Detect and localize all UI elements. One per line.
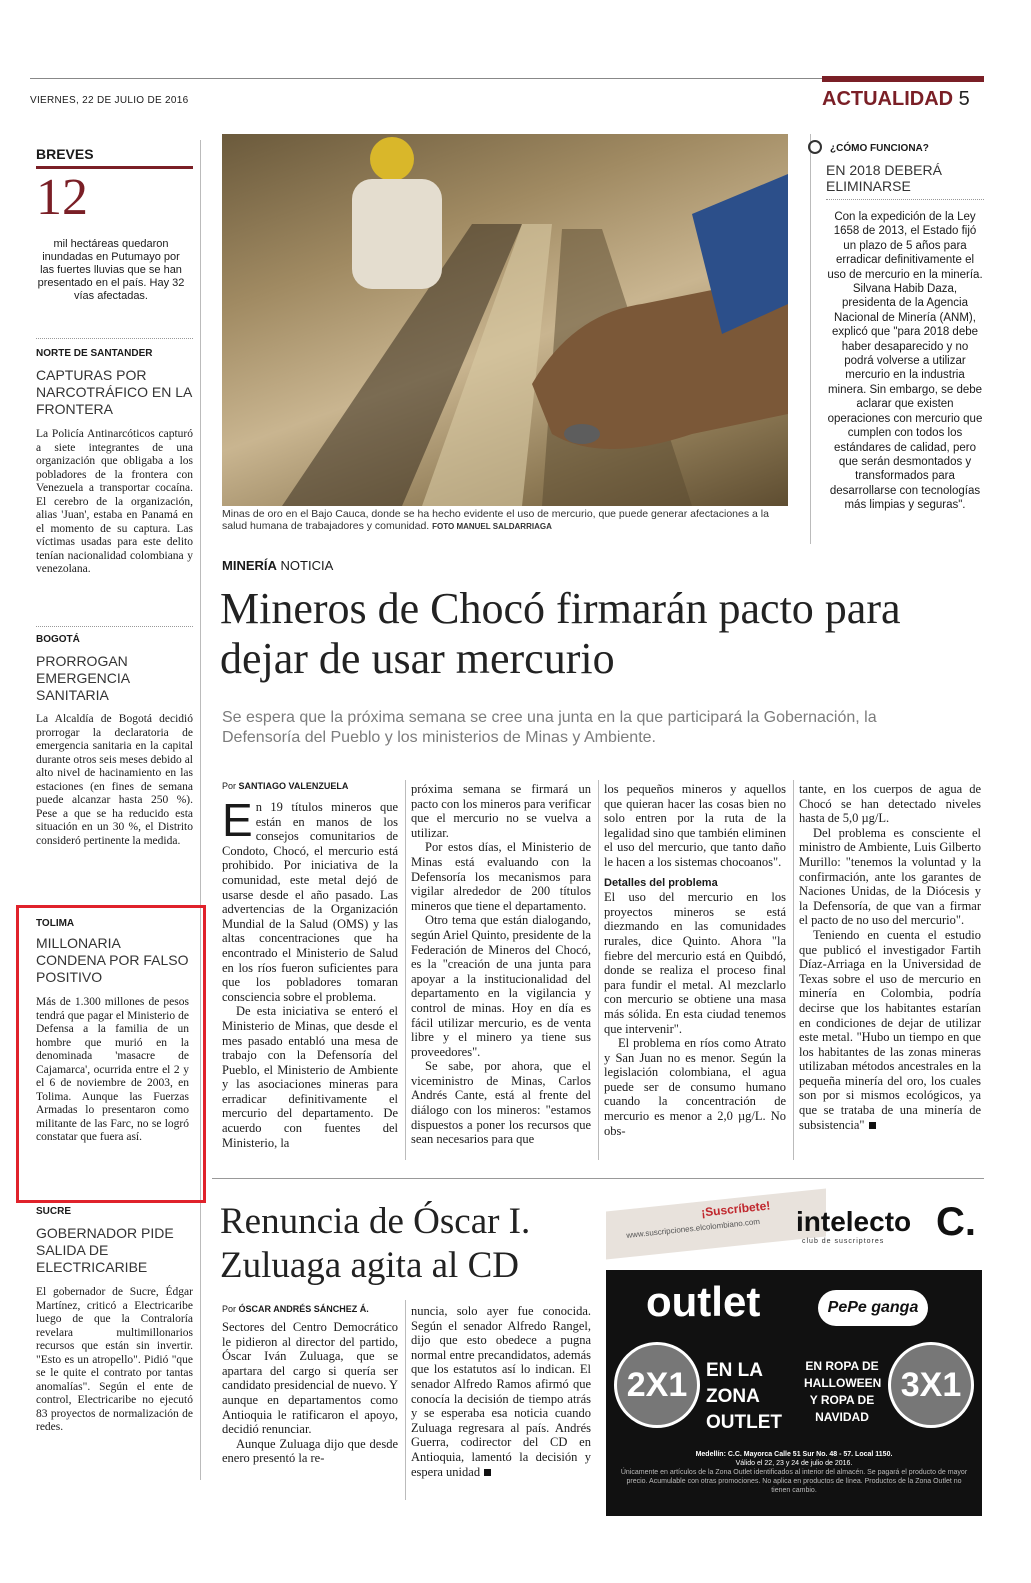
ad-address: Medellín: C.C. Mayorca Calle 51 Sur No. 48 - 57. Local 1150. <box>695 1451 893 1458</box>
article-deck: Se espera que la próxima semana se cree una junta en la que participará la Gobernación, la Defensoría del Pueblo y los ministerios de Minas y Ambiente. <box>222 709 877 746</box>
paragraph: El problema en ríos como Atrato y San Juan no es menor. Según la legislación colombiana, el agua puede ser de consumo humano cuando la concentración de mercurio es menor a 2,0 µg/L. No obs- <box>604 1036 786 1138</box>
offer-3x1-text: EN ROPA DE HALLOWEEN Y ROPA DE NAVIDAD <box>804 1359 882 1424</box>
brief-body: El gobernador de Sucre, Édgar Martínez, criticó a Electricaribe luego de que la Contraloría revelara multimillonarios recursos que están sin invertir. "Esto es un atropello". Pidió "que se le quite el contrato por tantas anomalías". Según el ente de control, Electricaribe no ejecutó 83 proyectos de normalización de redes. <box>36 1286 193 1433</box>
divider <box>826 199 984 200</box>
outlet-ad[interactable] <box>606 1270 982 1516</box>
brief-kicker: NORTE DE SANTANDER <box>36 348 153 359</box>
brief-sucre <box>36 1206 193 1435</box>
column-divider <box>810 134 811 544</box>
column-divider <box>793 780 794 1160</box>
brief-title: MILLONARIA CONDENA POR FALSO POSITIVO <box>36 935 189 985</box>
caption-text: Minas de oro en el Bajo Cauca, donde se ha hecho evidente el uso de mercurio, que puede generar afectaciones a la salud humana de trabajadores y comunidad. <box>222 508 769 532</box>
second-column-2 <box>411 1304 591 1479</box>
article-headline: Mineros de Chocó firmarán pacto para dejar de usar mercurio <box>220 584 901 683</box>
photo-illustration <box>222 134 788 506</box>
suscribete-text: ¡Suscríbete! <box>700 1198 771 1220</box>
brief-norte-santander <box>36 348 193 577</box>
photo-credit: FOTO MANUEL SALDARRIAGA <box>432 522 552 531</box>
paragraph: Se sabe, por ahora, que el viceministro de Minas, Carlos Andrés Cante, está al frente del diálogo con los mineros: "estamos dispuestos a poner los recursos que sean necesarios para que <box>411 1059 591 1147</box>
article-separator <box>212 1178 984 1179</box>
brief-kicker: TOLIMA <box>36 918 75 929</box>
end-mark <box>484 1469 491 1476</box>
article-kicker <box>222 558 333 573</box>
drop-cap: E <box>222 794 253 846</box>
paragraph: tante, en los cuerpos de agua de Chocó se han detectado niveles hasta de 5,0 µg/L. <box>799 782 981 826</box>
intelecto-subtitle: club de suscriptores <box>802 1238 885 1245</box>
paragraph: n 19 títulos mineros que están en manos de los consejos comunitarios de Condoto, Chocó, el mercurio está prohibido. Por iniciativa de la comunidad, este metal dejó de usarse desde el año pasado. Las advertencias de la Organización Mundial de la Salud (OMS) y las altas concentraciones que ha encontrado el Ministerio de Salud en los ríos fueron suficientes para que los pobladores tomaran consciencia sobre el problema. <box>222 800 398 1004</box>
ad-url[interactable]: www.suscripciones.elcolombiano.com <box>625 1217 761 1240</box>
photo-caption <box>222 508 788 533</box>
paragraph: Por estos días, el Ministerio de Minas está evaluando con la Defensoría los mecanismos para vigilar alrededor de 200 títulos mineros que tiene el departamento. <box>411 840 591 913</box>
breves-number-text: mil hectáreas quedaron inundadas en Putumayo por las fuertes lluvias que se han presentado en el país. Hay 32 vías afectadas. <box>37 238 185 302</box>
paragraph: Teniendo en cuenta el estudio que publicó el investigador Fartih Díaz-Arriaga en la Universidad de Texas sobre el uso de mercurio en minería en Colombia, podría decirse que los habitantes estarían en condiciones de dejar de utilizar este metal. "Hubo un tiempo en que los habitantes de las zonas mineras utilizaban métodos ancestrales en la pequeña minería del oro, los cuales son por si mismos ecológicos, ya que se trataba de una minería de subsistencia" <box>799 927 981 1132</box>
paragraph: Del problema es consciente el ministro de Ambiente, Luis Gilberto Murillo: "tenemos la voluntad y la confirmación, ante los garantes de Naciones Unidas, de la Diócesis y la Defensoría, de que van a firmar el pacto de no uso del mercurio". <box>799 825 981 928</box>
article-column-1 <box>222 794 398 1150</box>
column-divider <box>405 780 406 1160</box>
intelecto-logo: intelecto <box>796 1206 912 1237</box>
byline-prefix: Por <box>222 781 237 791</box>
gear-icon <box>808 140 822 154</box>
offer-2x1-text: EN LA ZONA OUTLET <box>706 1360 782 1433</box>
breves-title: BREVES <box>36 146 94 162</box>
brief-body: Más de 1.300 millones de pesos tendrá que pagar el Ministerio de Defensa a la familia de un hombre que murió en la denominada 'masacre de Cajamarca', ocurrida entre el 2 y el 6 de noviembre de 2003, en Tolima. Aunque las Fuerzas Armadas lo presentaron como militante de las Farc, no se logró constatar que fuera así. <box>36 996 189 1143</box>
column-divider <box>405 1300 406 1500</box>
offer-3x1: 3X1 <box>888 1342 974 1428</box>
outlet-title: outlet <box>646 1278 761 1325</box>
how-kicker <box>826 140 929 154</box>
brief-title: GOBERNADOR PIDE SALIDA DE ELECTRICARIBE <box>36 1225 174 1275</box>
article-column-3 <box>604 782 786 1138</box>
brief-kicker: SUCRE <box>36 1206 72 1217</box>
byline-author: ÓSCAR ANDRÉS SÁNCHEZ Á. <box>238 1304 369 1314</box>
brief-title: CAPTURAS POR NARCOTRÁFICO EN LA FRONTERA <box>36 367 192 417</box>
article-column-4 <box>799 782 981 1132</box>
c-logo-icon: C. <box>936 1200 976 1244</box>
brief-title: PRORROGAN EMERGENCIA SANITARIA <box>36 653 130 703</box>
column-divider <box>200 140 201 1480</box>
brief-tolima <box>36 918 189 1145</box>
paragraph: Otro tema que están dialogando, según Ariel Quinto, presidente de la Federación de Mineros del Chocó, es la "creación de una junta para apoyar a la institucionalidad del departamento en la vigilancia y control de minas. Hoy en día es fácil utilizar mercurio, es de venta libre y el minero ya tiene sus proveedores". <box>411 913 591 1059</box>
offer-2x1: 2X1 <box>614 1342 700 1428</box>
byline-author: SANTIAGO VALENZUELA <box>238 781 349 791</box>
how-body: Con la expedición de la Ley 1658 de 2013, el Estado fijó un plazo de 5 años para erradicar definitivamente el uso de mercurio en la minería. Silvana Habib Daza, presidenta de la Agencia Nacional de Minería (ANM), explicó que "para 2018 debe haber desaparecido y no podrá volverse a utilizar mercurio en la industria minera. Sin embargo, se debe aclarar que existen operaciones con mercurio que cumplen con todos los estándares de calidad, pero que serán desmontados y transformados para desarrollarse con tecnologías más limpias y seguras". <box>827 211 983 512</box>
article-column-2 <box>411 782 591 1147</box>
paragraph: los pequeños mineros y aquellos que quieran hacer las cosas bien no solo entren por la ruta de la legalidad sino que también eliminen el uso del mercurio, que tanto daño le hacen a los sistemas chocoanos". <box>604 782 786 869</box>
brief-kicker: BOGOTÁ <box>36 634 80 645</box>
paragraph: Aunque Zuluaga dijo que desde enero presentó la re- <box>222 1436 398 1466</box>
paragraph: El uso del mercurio en los proyectos mineros se está diezmando en las comunidades rurales, dice Quinto. Ahora "la fiebre del mercurio está en Quibdó, donde se realiza el proceso final para fundir el metal. Al mezclarlo con mercurio se obtiene una masa más sólida. En esta ciudad tenemos que intervenir". <box>604 890 786 1036</box>
article-byline <box>222 781 348 791</box>
paragraph: nuncia, solo ayer fue conocida. Según el senador Alfredo Rangel, dijo que esto obedece a pugna normal entre precandidatos, además que los estatutos así lo indican. El senador Alfredo Ramos afirmó que conocía la decisión de tiempo atrás y se esperaba esa noticia cuando Zuluaga regresara al país. Andrés Guerra, codirector del CD en Antioquia, lamentó la decisión y espera unidad <box>411 1304 591 1479</box>
how-kicker-text: ¿CÓMO FUNCIONA? <box>830 143 929 154</box>
end-mark <box>869 1122 876 1129</box>
page-number: 5 <box>958 88 970 110</box>
mining-photo <box>222 134 788 506</box>
issue-date: VIERNES, 22 DE JULIO DE 2016 <box>30 95 189 106</box>
subscription-ad[interactable] <box>606 1192 982 1262</box>
pepeganga-logo: PePe ganga <box>818 1290 928 1326</box>
section-title: ACTUALIDAD 5 <box>822 88 970 110</box>
ad-terms: Únicamente en artículos de la Zona Outlet identificados al interior del almacén. Se pagará el producto de mayor precio. Acumulable con otras promociones. No aplica en productos de línea. Productos de la Zona Outlet no tienen cambio. <box>620 1469 968 1494</box>
how-title: EN 2018 DEBERÁ ELIMINARSE <box>826 162 942 194</box>
ad-fineprint <box>616 1450 972 1495</box>
brief-body: La Alcaldía de Bogotá decidió prorrogar la declaratoria de emergencia sanitaria en la capital durante otros seis meses debido al alto nivel de hacinamiento en las estaciones (en fines de semana puede alcanzar hasta 250 %). Pese a que se ha reducido esta situación en un 30 %, el Distrito consideró pertinente la medida. <box>36 713 193 847</box>
column-divider <box>598 780 599 1160</box>
brief-body: La Policía Antinarcóticos capturó a siete integrantes de una organización que obligaba a los pobladores de la frontera con Venezuela a transportar cocaína. El cerebro de la organización, alias 'Juan', estaba en Panamá en el momento de su captura. Las víctimas usadas para este delito tenían nacionalidad colombiana y venezolana. <box>36 428 193 575</box>
second-column-1 <box>222 1320 398 1466</box>
byline-prefix: Por <box>222 1304 237 1314</box>
paragraph: Sectores del Centro Democrático le pidieron al director del partido, Óscar Iván Zuluaga, que se apartara del cargo si quería ser candidato presidencial de nuevo. Y aunque en departamentos como Antioquia le ratificaron el apoyo, decidió renunciar. <box>222 1320 398 1437</box>
kicker-light: NOTICIA <box>280 558 334 573</box>
second-headline: Renuncia de Óscar I. Zuluaga agita al CD <box>220 1201 531 1286</box>
ad-validity: Válido el 22, 23 y 24 de julio de 2016. <box>735 1460 853 1467</box>
kicker-bold: MINERÍA <box>222 558 277 573</box>
paragraph: próxima semana se firmará un pacto con los mineros para verificar que el mercurio no se vuelva a utilizar. <box>411 782 591 840</box>
brief-bogota <box>36 634 193 848</box>
paragraph: De esta iniciativa se enteró el Ministerio de Minas, que desde el mes pasado entabló una mesa de trabajo con la Defensoría del Pueblo, el Ministerio de Ambiente y las asociaciones mineras para erradicar definitivamente el mercurio del departamento. De acuerdo con fuentes del Ministerio, la <box>222 1004 398 1150</box>
divider <box>36 626 193 627</box>
breves-number: 12 <box>36 169 88 226</box>
section-bar <box>822 76 984 82</box>
divider <box>36 338 193 339</box>
article-subhead: Detalles del problema <box>604 876 718 889</box>
second-byline <box>222 1304 369 1314</box>
